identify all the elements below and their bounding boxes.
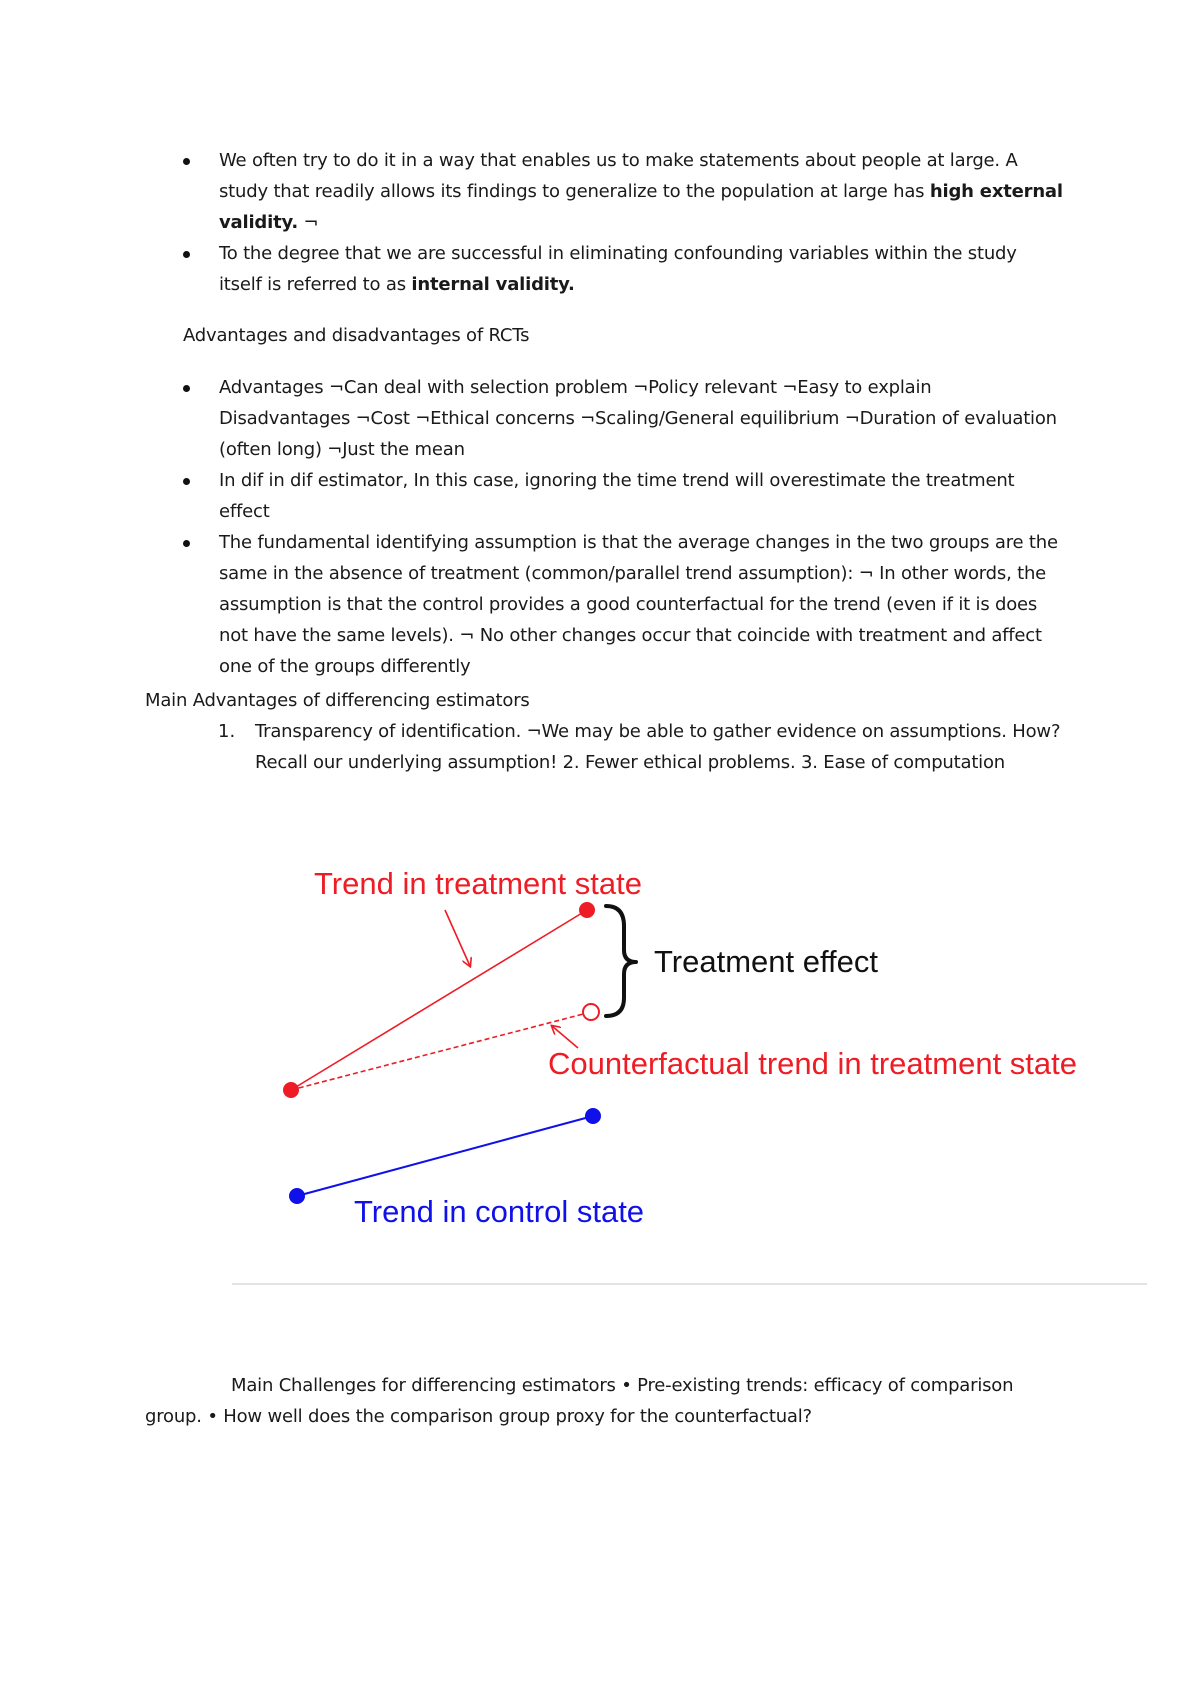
- bullet-dot: [183, 251, 190, 258]
- label-control-trend: Trend in control state: [354, 1194, 645, 1229]
- control-start-point: [289, 1188, 305, 1204]
- list-number: 1.: [218, 721, 236, 742]
- treatment-start-point: [283, 1082, 299, 1098]
- treatment-end-point: [579, 902, 595, 918]
- treatment-label-arrow: [445, 910, 470, 966]
- label-counterfactual-trend: Counterfactual trend in treatment state: [548, 1046, 1078, 1081]
- horizontal-divider: [232, 1283, 1147, 1285]
- numbered-list: [218, 716, 1063, 816]
- label-treatment-effect: Treatment effect: [654, 944, 878, 979]
- control-trend-line: [297, 1116, 593, 1196]
- bullet-text-external-validity: We often try to do it in a way that enables us to make statements about people at large. A study that readily allows its findings to generalize to the population at large has high external validity. ¬: [219, 150, 1063, 233]
- numbered-item-text: Transparency of identification. ¬We may be able to gather evidence on assumptions. How? Recall our underlying assumption! 2. Fewer ethical problems. 3. Ease of computation: [255, 721, 1061, 773]
- treatment-trend-line: [291, 910, 587, 1090]
- bullet-dot: [183, 540, 190, 547]
- bullet-dot: [183, 158, 190, 165]
- bullet-text-internal-validity: To the degree that we are successful in eliminating confounding variables within the study itself is referred to as internal validity.: [219, 243, 1017, 295]
- challenges-paragraph: Main Challenges for differencing estimators • Pre-existing trends: efficacy of comparison group. • How well does the comparison group proxy for the counterfactual?: [145, 1375, 1014, 1427]
- bullet-list-validity: [183, 145, 1063, 295]
- bullet-dot: [183, 478, 190, 485]
- treatment-effect-brace: [606, 906, 636, 1016]
- diff-in-diff-figure: [280, 850, 1140, 1250]
- bullet-dot: [183, 385, 190, 392]
- bullet-text-advantages: Advantages ¬Can deal with selection problem ¬Policy relevant ¬Easy to explain Disadvantages ¬Cost ¬Ethical concerns ¬Scaling/General equilibrium ¬Duration of evaluation (often long) ¬Just the mean: [219, 377, 1057, 460]
- section-heading-main-advantages: Main Advantages of differencing estimators: [145, 690, 530, 711]
- bullet-list-rct: [183, 372, 1063, 682]
- counterfactual-label-arrow: [552, 1026, 578, 1048]
- label-treatment-trend: Trend in treatment state: [314, 866, 642, 901]
- counterfactual-end-point: [583, 1004, 599, 1020]
- control-end-point: [585, 1108, 601, 1124]
- bullet-text-identifying-assumption: The fundamental identifying assumption is that the average changes in the two groups are the same in the absence of treatment (common/parallel trend assumption): ¬ In other words, the assumption is that the control provides a good counterfactual for the trend (even if it is does not have the same levels). ¬ No other changes occur that coincide with treatment and affect one of the groups differently: [219, 532, 1058, 677]
- section-heading-rct: Advantages and disadvantages of RCTs: [183, 325, 530, 346]
- bullet-text-dif-in-dif: In dif in dif estimator, In this case, ignoring the time trend will overestimate the treatment effect: [219, 470, 1015, 522]
- counterfactual-trend-line: [291, 1012, 591, 1090]
